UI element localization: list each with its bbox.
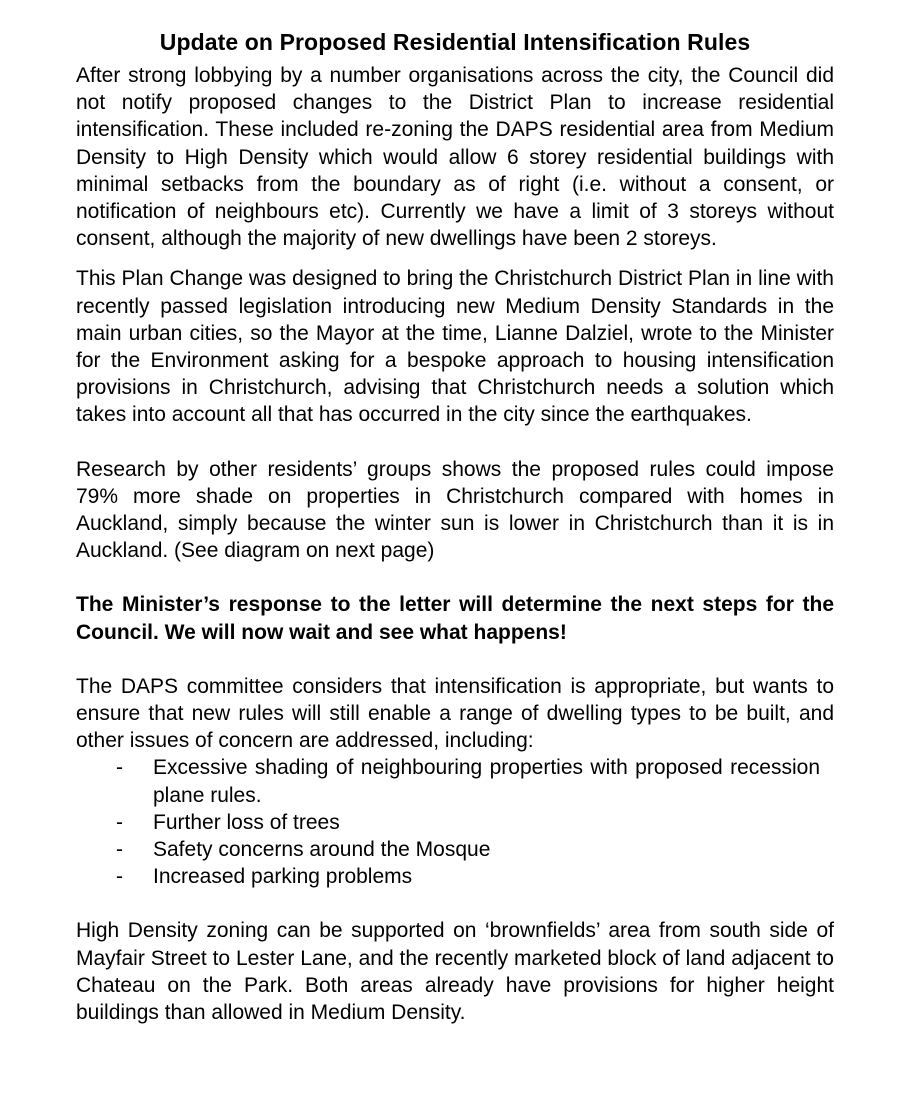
page-title: Update on Proposed Residential Intensification Rules [159,29,751,55]
list-item-text: Excessive shading of neighbouring properties with proposed recession plane rules. [153,756,820,807]
bullet-dash: - [116,838,123,862]
paragraph-minister-response: The Minister’s response to the letter will determine the next steps for the Council. We will now wait and see what happens! [76,593,834,644]
list-item-text: Further loss of trees [153,810,340,834]
bullet-dash: - [116,865,123,889]
paragraph-plan-change: This Plan Change was designed to bring the Christchurch District Plan in line with recently passed legislation introducing new Medium Density Standards in the main urban cities, so the Mayor at the time, Lianne Dalziel, wrote to the Minister for the Environment asking for a bespoke approach to housing intensification provisions in Christchurch, advising that Christchurch needs a solution which takes into account all that has occurred in the city since the earthquakes. [76,267,834,427]
bullet-dash: - [116,756,123,780]
list-item-text: Safety concerns around the Mosque [153,838,491,862]
concerns-list [76,754,834,890]
bullet-dash: - [116,810,123,834]
paragraph-daps-committee: The DAPS committee considers that intensification is appropriate, but wants to ensure that new rules will still enable a range of dwelling types to be built, and other issues of concern are addressed, including: [76,674,834,753]
list-item [76,863,834,890]
list-item-text: Increased parking problems [153,865,413,889]
paragraph-lobbying: After strong lobbying by a number organisations across the city, the Council did not notify proposed changes to the District Plan to increase residential intensification. These included re-zoning the DAPS residential area from Medium Density to High Density which would allow 6 storey residential buildings with minimal setbacks from the boundary as of right (i.e. without a consent, or notification of neighbours etc). Currently we have a limit of 3 storeys without consent, although the majority of new dwellings have been 2 storeys. [76,64,834,251]
paragraph-research-shade: Research by other residents’ groups shows the proposed rules could impose 79% more shade on properties in Christchurch compared with homes in Auckland, simply because the winter sun is lower in Christchurch than it is in Auckland. (See diagram on next page) [76,457,834,563]
list-item [76,809,834,836]
paragraph-high-density-zoning: High Density zoning can be supported on ‘brownfields’ area from south side of Mayfair Street to Lester Lane, and the recently marketed block of land adjacent to Chateau on the Park. Both areas already have provisions for higher height buildings than allowed in Medium Density. [76,919,834,1025]
list-item [76,836,834,863]
list-item [76,754,834,808]
